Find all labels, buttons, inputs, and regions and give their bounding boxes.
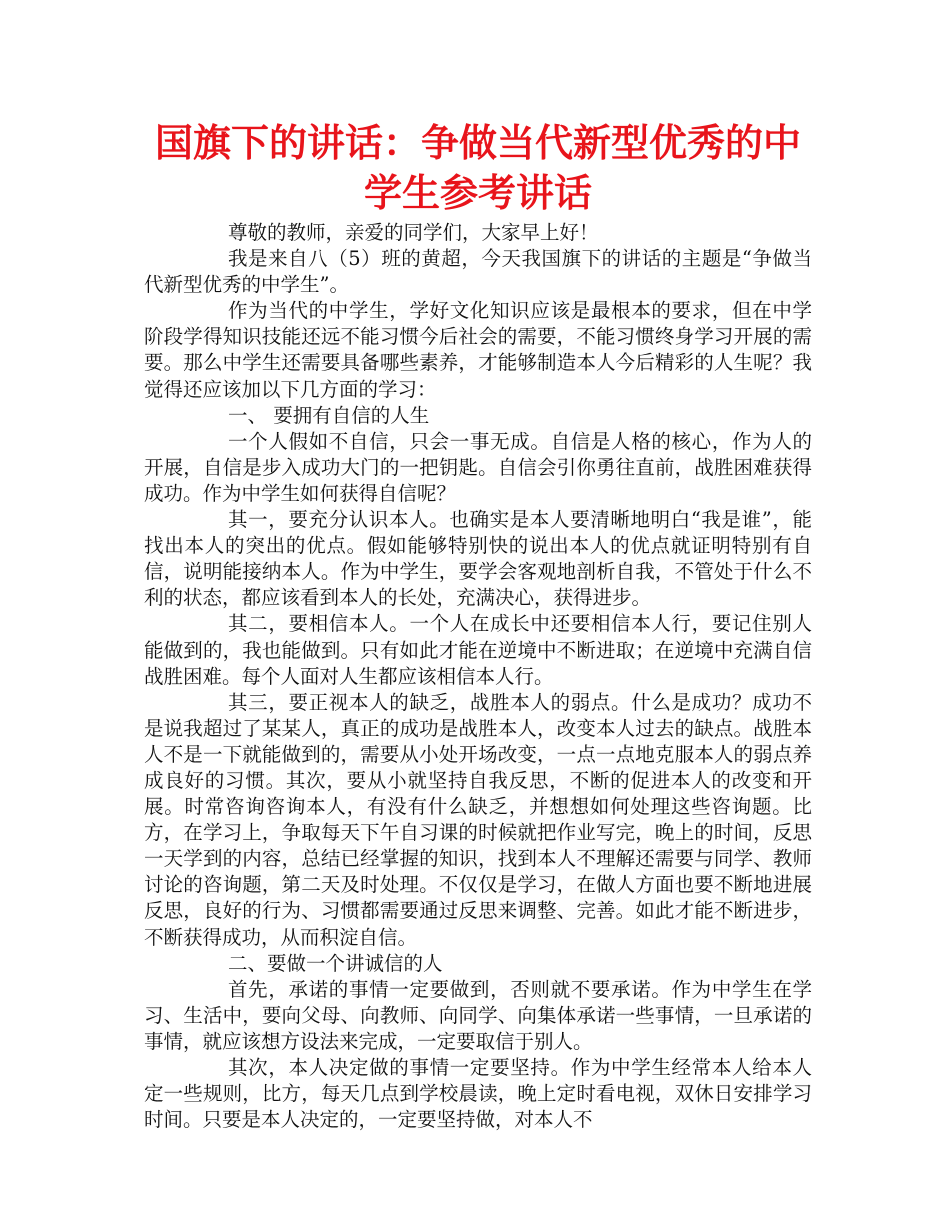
paragraph-greeting: 尊敬的教师，亲爱的同学们，大家早上好！ (228, 221, 599, 244)
section-heading-confidence: 一、 要拥有自信的人生 (228, 403, 430, 427)
paragraph-context: 作为当代的中学生，学好文化知识应该是最根本的要求，但在中学阶段学得知识技能还远不能习惯今后社会的需要，不能习惯终身学习开展的需要。那么中学生还需要具备哪些素养，才能够制造本人今后精彩的人生呢？我觉得还应该加以下几方面的学习： (144, 299, 812, 401)
paragraph-point-two: 其二，要相信本人。一个人在成长中还要相信本人行，要记住别人能做到的，我也能做到。只有如此才能在逆境中不断进取；在逆境中充满自信战胜困难。每个人面对人生都应该相信本人行。 (144, 612, 812, 688)
document-body (144, 220, 812, 1133)
paragraph-confidence: 一个人假如不自信，只会一事无成。自信是人格的核心，作为人的开展，自信是步入成功大门的一把钥匙。自信会引你勇往直前，战胜困难获得成功。作为中学生如何获得自信呢？ (144, 429, 812, 505)
paragraph-intro: 我是来自八（5）班的黄超，今天我国旗下的讲话的主题是“争做当代新型优秀的中学生”。 (144, 247, 812, 297)
paragraph-integrity-second: 其次，本人决定做的事情一定要坚持。作为中学生经常本人给本人定一些规则，比方，每天几点到学校晨读，晚上定时看电视，双休日安排学习时间。只要是本人决定的，一定要坚持做，对本人不 (144, 1056, 812, 1132)
paragraph-point-one: 其一，要充分认识本人。也确实是本人要清晰地明白“我是谁”，能找出本人的突出的优点。假如能够特别快的说出本人的优点就证明特别有自信，说明能接纳本人。作为中学生，要学会客观地剖析自我，不管处于什么不利的状态，都应该看到本人的长处，充满决心，获得进步。 (144, 508, 812, 610)
document-title: 国旗下的讲话：争做当代新型优秀的中学生参考讲话 (154, 121, 801, 215)
paragraph-integrity-first: 首先，承诺的事情一定要做到，否则就不要承诺。作为中学生在学习、生活中，要向父母、向教师、向同学、向集体承诺一些事情，一旦承诺的事情，就应该想方设法来完成，一定要取信于别人。 (144, 977, 812, 1053)
document-page (144, 118, 812, 1133)
paragraph-point-three: 其三，要正视本人的缺乏，战胜本人的弱点。什么是成功？成功不是说我超过了某某人，真正的成功是战胜本人，改变本人过去的缺点。战胜本人不是一下就能做到的，需要从小处开场改变，一点一点地克服本人的弱点养成良好的习惯。其次，要从小就坚持自我反思，不断的促进本人的改变和开展。时常咨询咨询本人，有没有什么缺乏，并想想如何处理这些咨询题。比方，在学习上，争取每天下午自习课的时候就把作业写完，晚上的时间，反思一天学到的内容，总结已经掌握的知识，找到本人不理解还需要与同学、教师讨论的咨询题，第二天及时处理。不仅仅是学习，在做人方面也要不断地进展反思，良好的行为、习惯都需要通过反思来调整、完善。如此才能不断进步，不断获得成功，从而积淀自信。 (144, 690, 812, 949)
section-heading-integrity: 二、要做一个讲诚信的人 (228, 951, 443, 975)
